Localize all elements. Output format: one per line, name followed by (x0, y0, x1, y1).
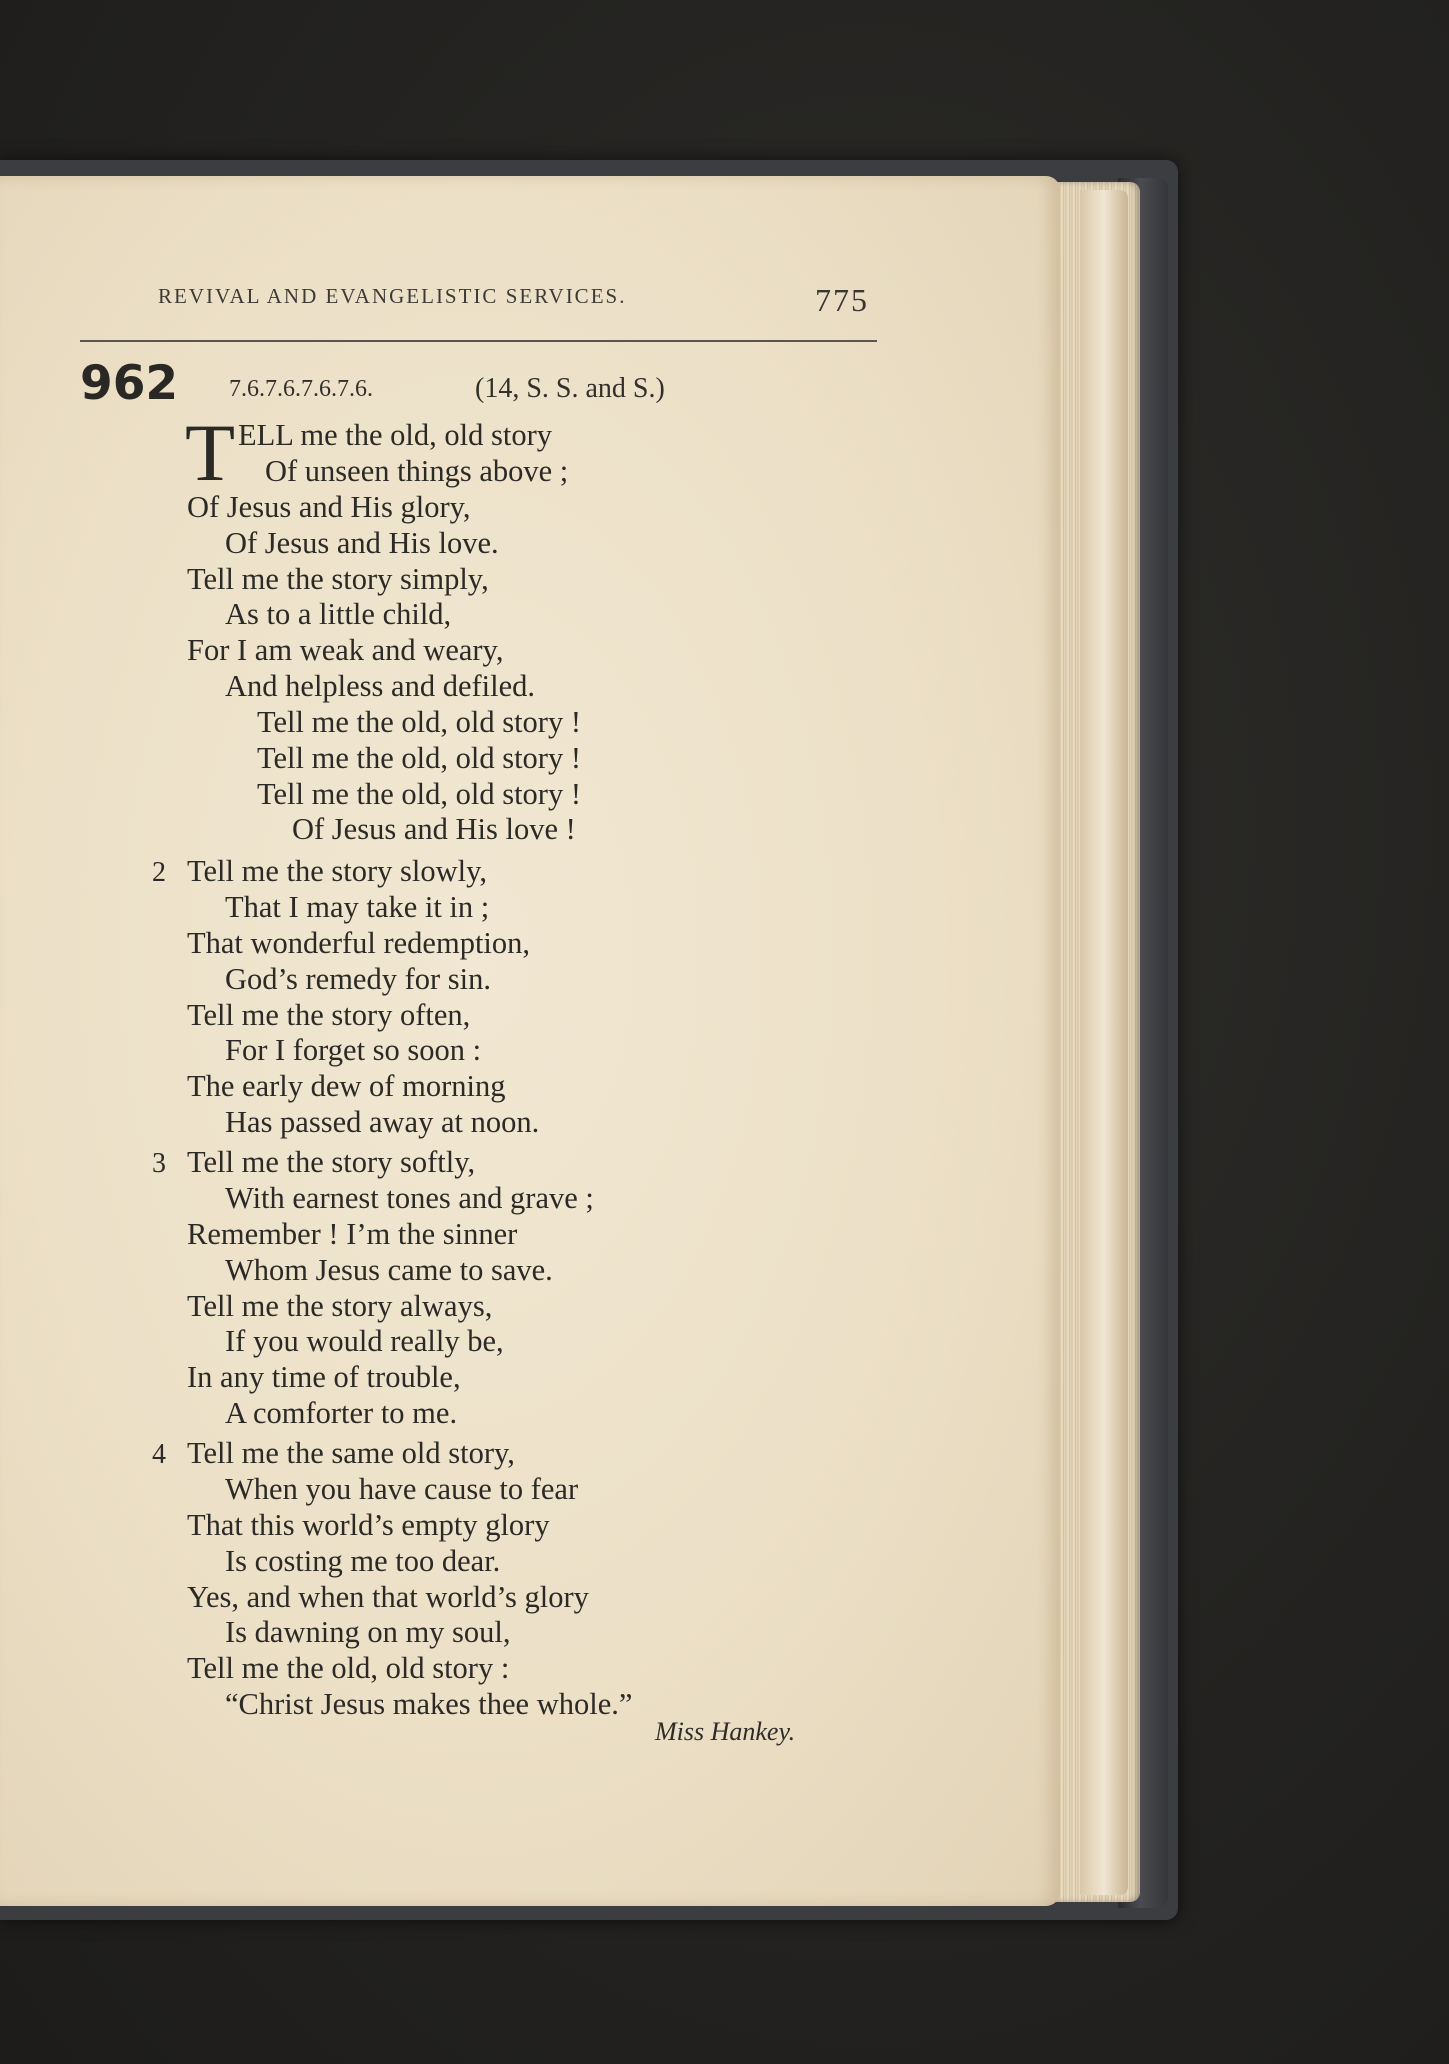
verse-line: As to a little child, (225, 597, 452, 631)
verse-line: Of unseen things above ; (265, 454, 569, 488)
verse-line: That I may take it in ; (225, 890, 490, 924)
verse-line: And helpless and defiled. (225, 669, 536, 703)
hymn-meter: 7.6.7.6.7.6.7.6. (229, 376, 373, 402)
refrain-line: Tell me the old, old story ! (257, 741, 581, 775)
verse-line: Tell me the same old story, (187, 1436, 515, 1470)
verse-line: ELL me the old, old story (238, 418, 552, 452)
page-number: 775 (815, 282, 869, 318)
hymn-author: Miss Hankey. (655, 1717, 796, 1746)
verse-line: Is dawning on my soul, (225, 1615, 511, 1649)
verse-line: God’s remedy for sin. (225, 962, 491, 996)
verse-line: For I forget so soon : (225, 1033, 482, 1067)
verse-line: That this world’s empty glory (187, 1508, 550, 1542)
refrain-line: Tell me the old, old story ! (257, 705, 581, 739)
verse-line: A comforter to me. (225, 1396, 458, 1430)
verse-line: “Christ Jesus makes thee whole.” (225, 1687, 633, 1721)
verse-line: Tell me the story simply, (187, 562, 489, 596)
verse-line: In any time of trouble, (187, 1360, 461, 1394)
drop-cap: T (185, 407, 236, 498)
verse-line: Is costing me too dear. (225, 1544, 501, 1578)
verse-line: Of Jesus and His glory, (187, 490, 471, 524)
verse-line: For I am weak and weary, (187, 633, 504, 667)
hymn-tune-reference: (14, S. S. and S.) (475, 373, 665, 404)
verse-line: The early dew of morning (187, 1069, 506, 1103)
refrain-line: Of Jesus and His love ! (292, 812, 576, 846)
header-rule (80, 340, 877, 342)
verse-line: Remember ! I’m the sinner (187, 1217, 518, 1251)
stanza-number: 3 (152, 1148, 166, 1179)
verse-line: Tell me the story always, (187, 1289, 493, 1323)
verse-line: Tell me the story softly, (187, 1145, 476, 1179)
verse-line: Whom Jesus came to save. (225, 1253, 553, 1287)
running-head: REVIVAL AND EVANGELISTIC SERVICES. (158, 284, 627, 308)
verse-line: Tell me the story often, (187, 998, 471, 1032)
verse-line: With earnest tones and grave ; (225, 1181, 594, 1215)
refrain-line: Tell me the old, old story ! (257, 777, 581, 811)
stanza-number: 4 (152, 1439, 166, 1470)
hymn-number: 962 (80, 356, 179, 411)
verse-line: When you have cause to fear (225, 1472, 579, 1506)
verse-line: Has passed away at noon. (225, 1105, 540, 1139)
verse-line: Tell me the old, old story : (187, 1651, 510, 1685)
verse-line: If you would really be, (225, 1324, 504, 1358)
stanza-number: 2 (152, 857, 166, 888)
verse-line: Of Jesus and His love. (225, 526, 499, 560)
verse-line: That wonderful redemption, (187, 926, 531, 960)
page-edges-inner (1080, 190, 1128, 1895)
verse-line: Yes, and when that world’s glory (187, 1580, 589, 1614)
verse-line: Tell me the story slowly, (187, 854, 487, 888)
